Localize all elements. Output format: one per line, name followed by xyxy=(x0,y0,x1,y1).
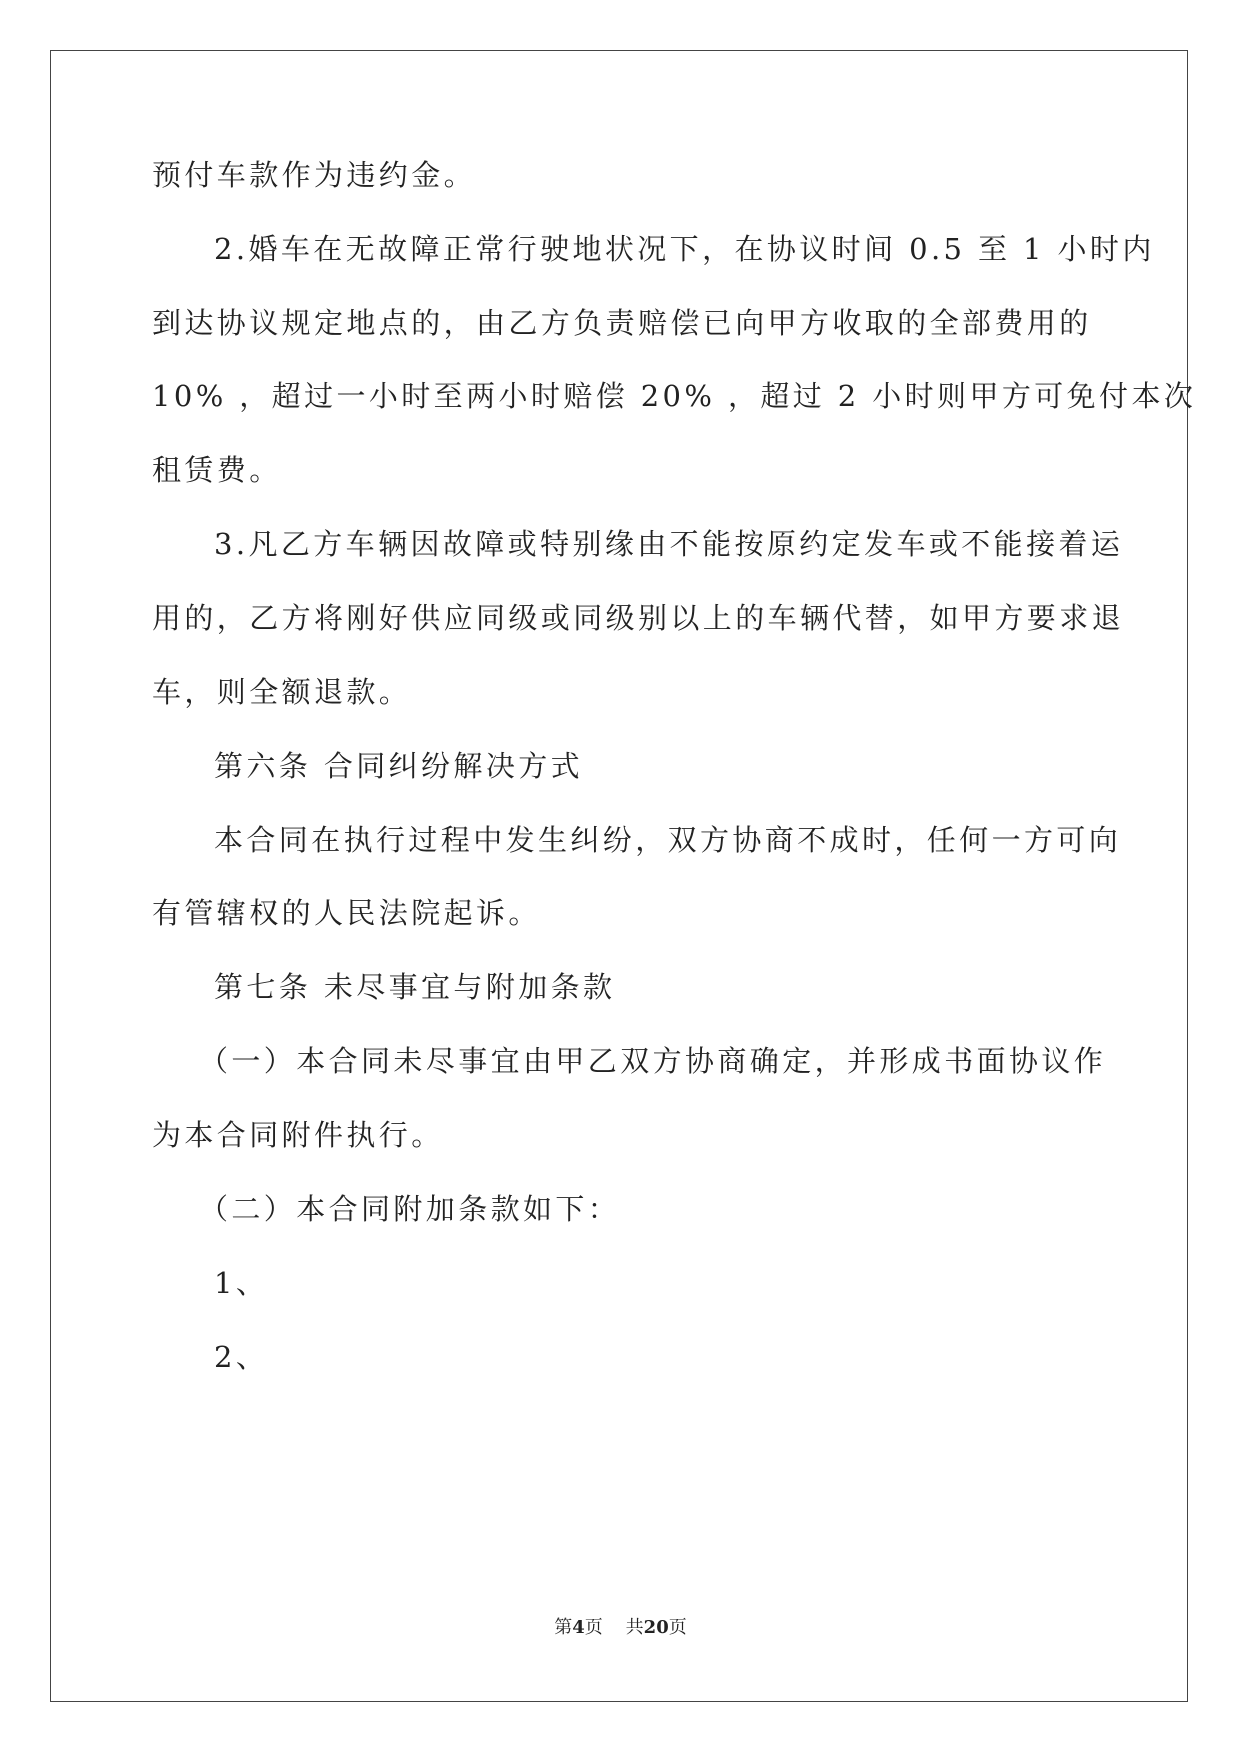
footer-suffix: 页 xyxy=(668,1617,687,1638)
text-line-14: 为本合同附件执行。 xyxy=(152,1118,444,1152)
list-item-1: 1、 xyxy=(214,1266,269,1300)
text-line-3: 到达协议规定地点的，由乙方负责赔偿已向甲方收取的全部费用的 xyxy=(152,306,1092,340)
list-item-2: 2、 xyxy=(214,1340,269,1374)
page-border xyxy=(50,50,1188,1702)
text-line-13: （一）本合同未尽事宜由甲乙双方协商确定，并形成书面协议作 xyxy=(199,1044,1107,1078)
text-line-6: 3.凡乙方车辆因故障或特别缘由不能按原约定发车或不能接着运 xyxy=(214,527,1124,561)
text-line-5: 租赁费。 xyxy=(152,453,282,487)
page-footer xyxy=(0,1616,1241,1640)
text-line-7: 用的，乙方将刚好供应同级或同级别以上的车辆代替，如甲方要求退 xyxy=(152,601,1125,635)
footer-total-pages: 20 xyxy=(643,1617,669,1638)
section-heading-6: 第六条 合同纠纷解决方式 xyxy=(214,749,584,783)
text-line-1: 预付车款作为违约金。 xyxy=(152,158,477,192)
text-line-15: （二）本合同附加条款如下： xyxy=(199,1192,621,1226)
text-line-11: 有管辖权的人民法院起诉。 xyxy=(152,896,541,930)
text-line-2: 2.婚车在无故障正常行驶地状况下，在协议时间 0.5 至 1 小时内 xyxy=(214,232,1155,266)
footer-middle: 页 共 xyxy=(584,1617,644,1638)
text-line-4: 10% ，超过一小时至两小时赔偿 20% ，超过 2 小时则甲方可免付本次 xyxy=(152,379,1197,413)
text-line-8: 车，则全额退款。 xyxy=(152,675,412,709)
text-line-10: 本合同在执行过程中发生纠纷，双方协商不成时，任何一方可向 xyxy=(214,823,1122,857)
footer-prefix: 第 xyxy=(554,1617,573,1638)
footer-page-number: 4 xyxy=(572,1617,585,1638)
section-heading-7: 第七条 未尽事宜与附加条款 xyxy=(214,970,616,1004)
